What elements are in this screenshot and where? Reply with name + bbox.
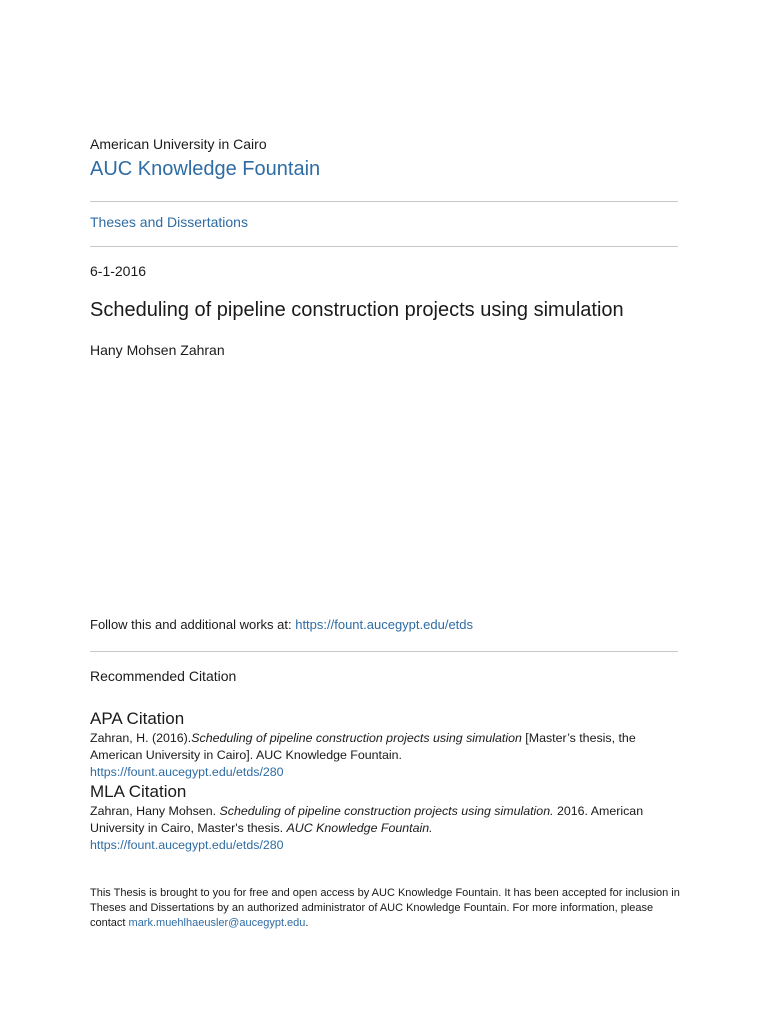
mla-container: AUC Knowledge Fountain. xyxy=(286,821,433,835)
divider xyxy=(90,651,678,652)
apa-title: Scheduling of pipeline construction projects using simulation xyxy=(191,731,522,745)
repository-link[interactable]: AUC Knowledge Fountain xyxy=(90,158,321,180)
mla-link[interactable]: https://fount.aucegypt.edu/etds/280 xyxy=(90,838,284,852)
follow-line xyxy=(90,617,473,632)
mla-author: Zahran, Hany Mohsen. xyxy=(90,804,220,818)
footer-end: . xyxy=(305,917,309,929)
mla-citation xyxy=(90,803,680,854)
divider xyxy=(90,201,678,202)
recommended-citation-heading: Recommended Citation xyxy=(90,668,237,684)
mla-title: Scheduling of pipeline construction projects using simulation. xyxy=(219,804,554,818)
apa-link[interactable]: https://fount.aucegypt.edu/etds/280 xyxy=(90,765,284,779)
document-title: Scheduling of pipeline construction projects using simulation xyxy=(90,299,624,321)
apa-heading: APA Citation xyxy=(90,709,185,728)
apa-rest: [Master’s thesis, the American University in Cairo]. AUC Knowledge Fountain. xyxy=(90,731,636,762)
apa-authors: Zahran, H. (2016). xyxy=(90,731,192,745)
publication-date: 6-1-2016 xyxy=(90,263,147,279)
follow-link[interactable]: https://fount.aucegypt.edu/etds xyxy=(295,617,474,632)
apa-citation xyxy=(90,730,680,781)
collection-link[interactable]: Theses and Dissertations xyxy=(90,214,248,230)
divider xyxy=(90,246,678,247)
institution-name: American University in Cairo xyxy=(90,136,267,152)
contact-email-link[interactable]: mark.muehlhaeusler@aucegypt.edu xyxy=(128,917,306,929)
follow-text: Follow this and additional works at: xyxy=(90,617,296,632)
footer-notice xyxy=(90,886,680,931)
mla-heading: MLA Citation xyxy=(90,782,187,801)
footer-text: This Thesis is brought to you for free and open access by AUC Knowledge Fountain. It has been accepted for inclusion in Theses and Dissertations by an authorized administrator of AUC Knowledge Fountain. For more information, please contact xyxy=(90,887,680,929)
mla-rest: 2016. American University in Cairo, Master's thesis. xyxy=(90,804,644,835)
author-name: Hany Mohsen Zahran xyxy=(90,342,225,358)
